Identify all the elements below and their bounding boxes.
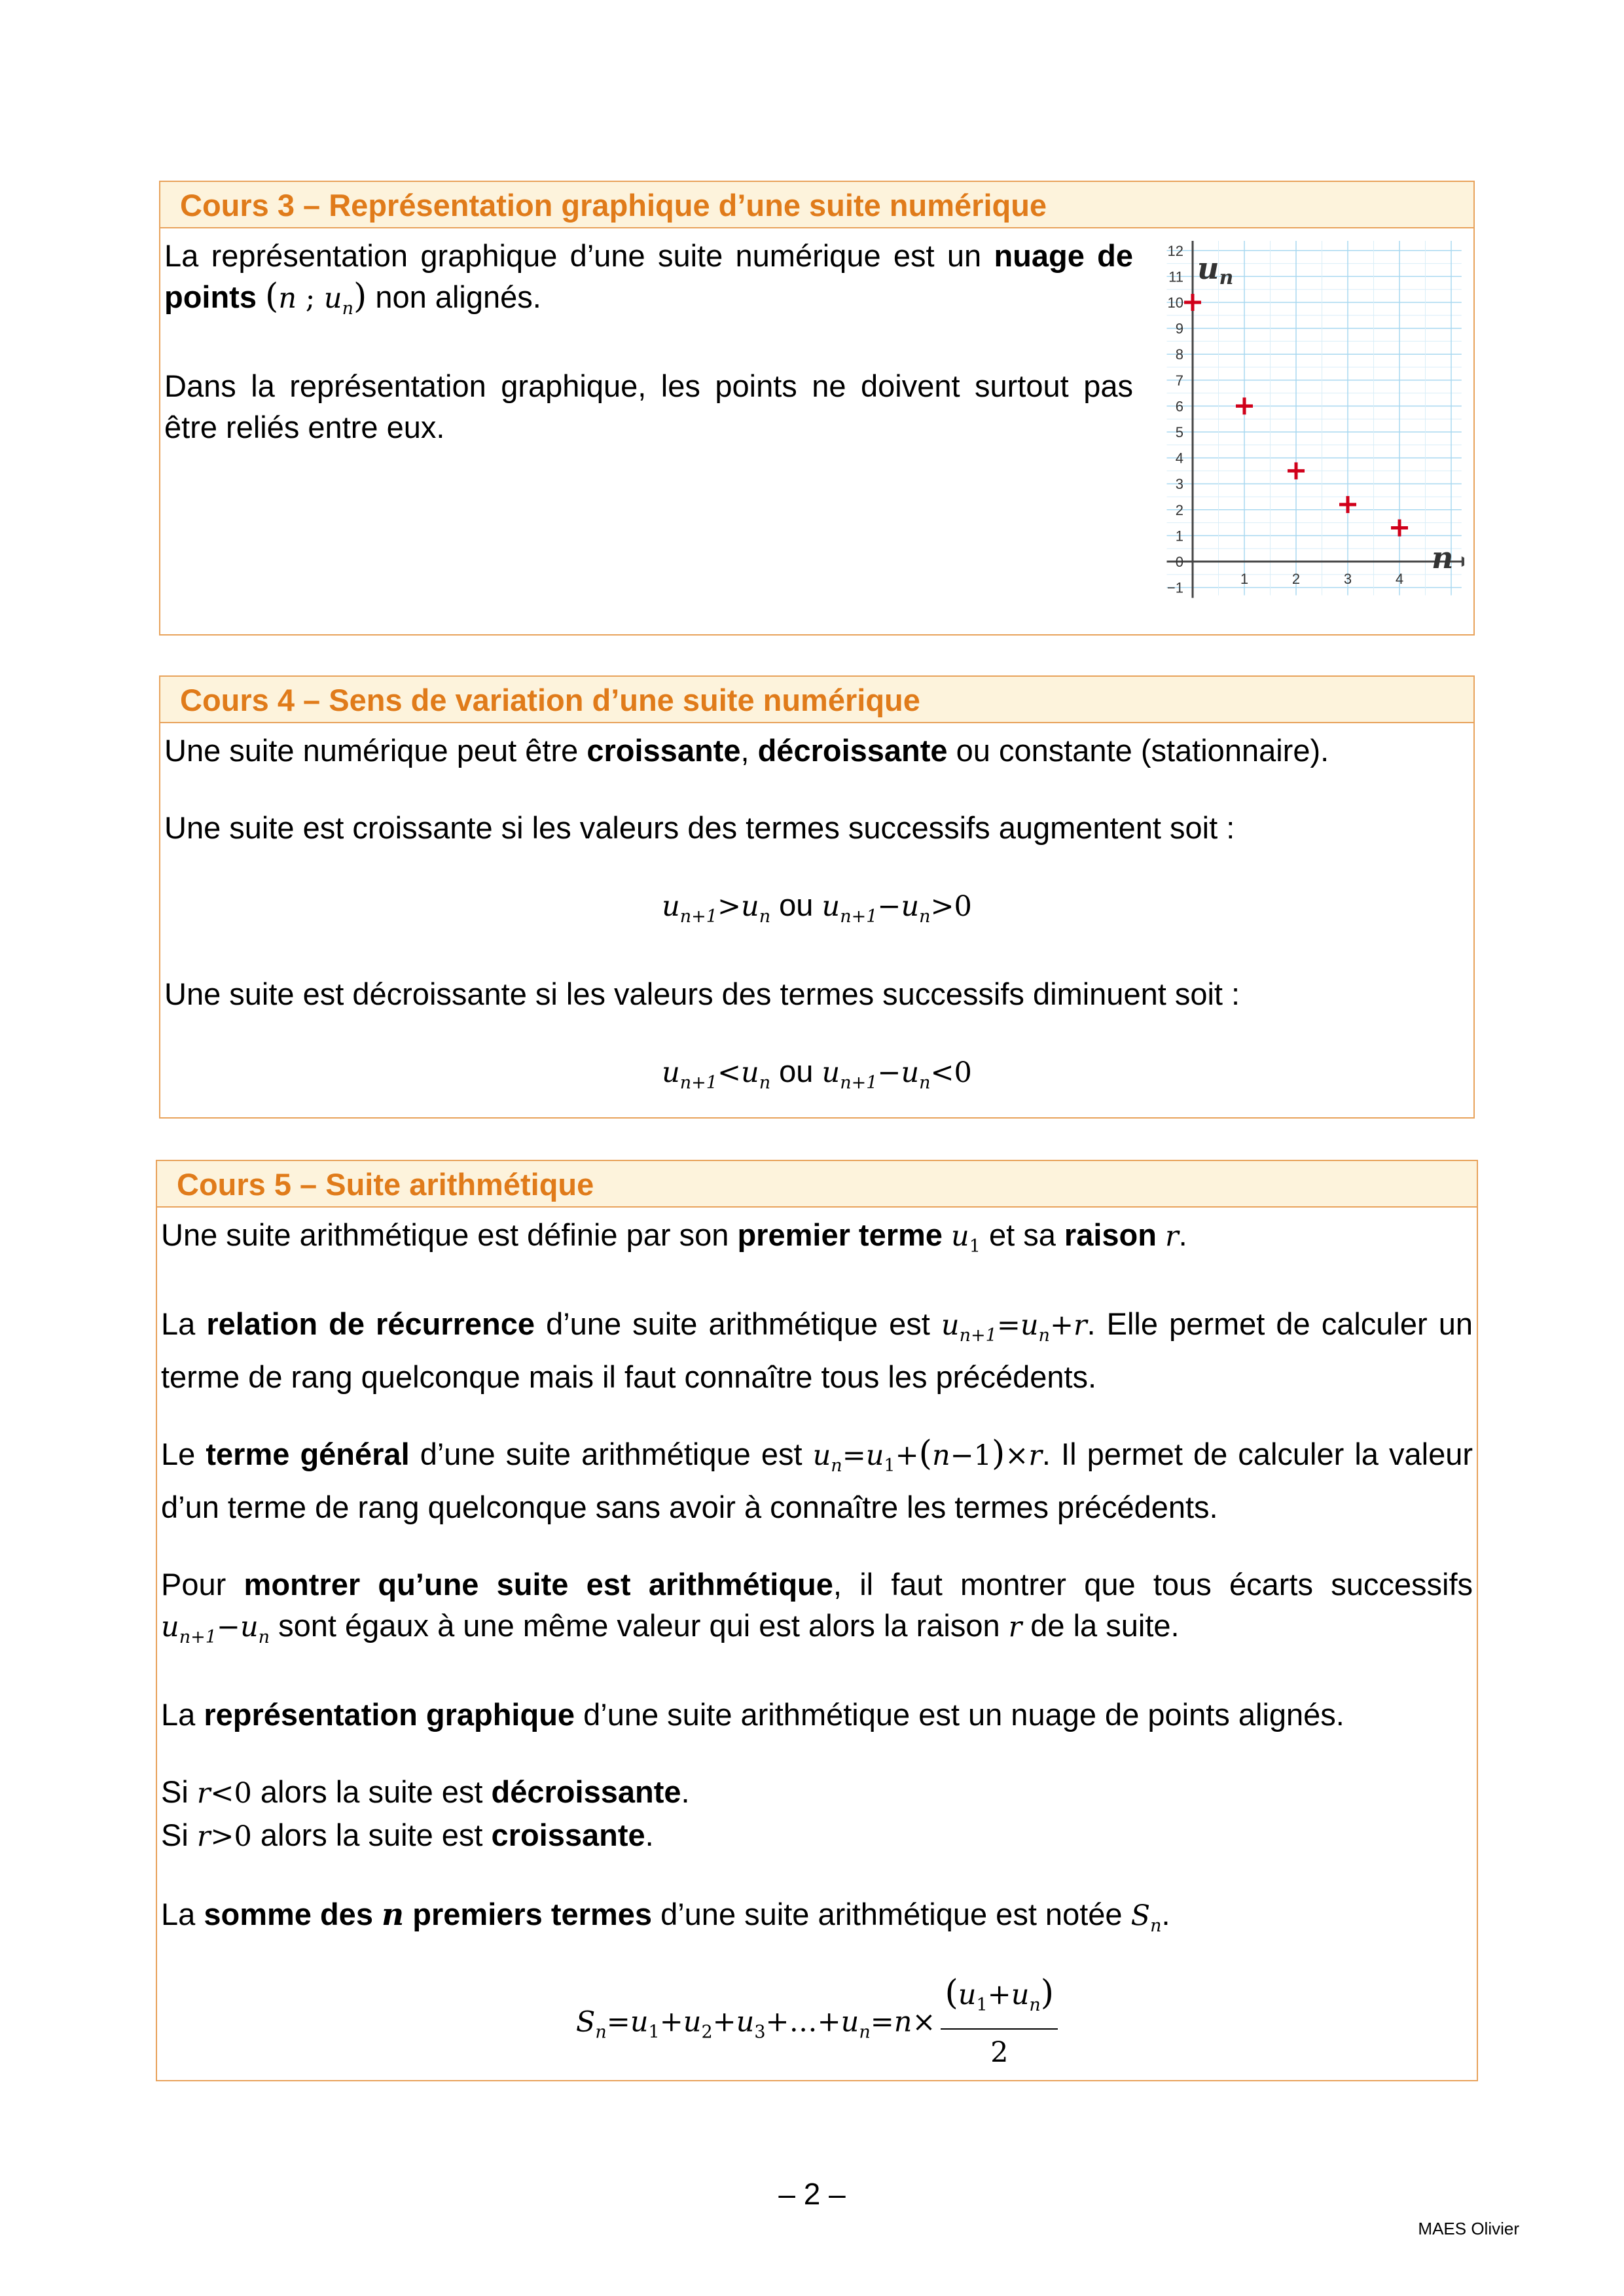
cours5-paragraph-2: La relation de récurrence d’une suite arithmétique est $u_{n+1}=u_n+r$. Elle permet de calculer un terme de rang quelconque mais il faut connaître tous les précédents.: [161, 1306, 1473, 1394]
cours5-paragraph-5: La représentation graphique d’une suite arithmétique est un nuage de points alignés.: [161, 1697, 1344, 1732]
y-axis-label: un: [1197, 251, 1234, 289]
y-tick-label: 3: [1175, 476, 1183, 493]
y-tick-label: 1: [1175, 528, 1183, 545]
cours5-sum-formula: $S_n=u_1+u_2+u_3+\dots+u_n=n\times$ $\frac{(u_1+u_n)}{2}$: [161, 1973, 1473, 2073]
y-tick-label: 7: [1175, 372, 1183, 389]
cours4-formula-decreasing: $u_{n+1}<u_n$ ou $u_{n+1}-u_n<0$: [662, 1054, 972, 1093]
y-tick-label: 10: [1167, 295, 1183, 311]
cours5-paragraph-8: La somme des n premiers termes d’une suite arithmétique est notée $S_n$.: [161, 1897, 1170, 1936]
cours5-paragraph-1: Une suite arithmétique est définie par son premier terme $u_1$ et sa raison r.: [161, 1217, 1187, 1257]
cours5-paragraph-3: Le terme général d’une suite arithmétique est $u_n=u_1+(n-1)\times r$. Il permet de calculer la valeur d’un terme de rang quelconque sans avoir à connaître les termes précédents.: [161, 1434, 1473, 1524]
cours3-title: Cours 3 – Représentation graphique d’une suite numérique: [160, 182, 1473, 228]
y-tick-label: 4: [1175, 450, 1183, 467]
cours4-formula-increasing: $u_{n+1}>u_n$ ou $u_{n+1}-u_n>0$: [662, 888, 972, 927]
cours5-title: Cours 5 – Suite arithmétique: [157, 1161, 1477, 1208]
y-tick-label: 2: [1175, 501, 1183, 518]
page-number: – 2 –: [778, 2177, 846, 2211]
x-axis-arrow: [1462, 556, 1464, 567]
cours5-body: [157, 1208, 1477, 2080]
x-tick-label: 1: [1240, 571, 1249, 587]
y-tick-label: 11: [1168, 268, 1183, 285]
y-tick-label: −1: [1166, 579, 1183, 596]
cours5-paragraph-6: Si r<0 alors la suite est décroissante.: [161, 1774, 690, 1810]
sequence-graph: [1157, 241, 1464, 624]
x-tick-label: 2: [1291, 571, 1301, 587]
cours4-title: Cours 4 – Sens de variation d’une suite numérique: [160, 677, 1473, 723]
cours5-paragraph-7: Si r>0 alors la suite est croissante.: [161, 1818, 654, 1853]
cours3-box: [159, 181, 1475, 636]
x-tick-label: 4: [1395, 571, 1404, 587]
y-tick-label: 6: [1175, 398, 1183, 415]
y-tick-label: 5: [1175, 424, 1183, 440]
y-tick-label: 8: [1175, 346, 1183, 363]
x-axis-label: n: [1432, 540, 1454, 575]
cours5-box: [156, 1160, 1478, 2081]
graph-grid: [1167, 241, 1465, 595]
cours4-paragraph-3: Une suite est décroissante si les valeurs des termes successifs diminuent soit :: [164, 977, 1240, 1011]
cours3-paragraph-2: Dans la représentation graphique, les points ne doivent surtout pas être reliés entre eux.: [164, 368, 1133, 444]
x-tick-label: 3: [1343, 571, 1352, 587]
cours4-box: [159, 675, 1475, 1119]
cours3-paragraph-1: La représentation graphique d’une suite numérique est un nuage de points (n ; $u_n$) non alignés.: [164, 238, 1133, 319]
cours4-paragraph-1: Une suite numérique peut être croissante, décroissante ou constante (stationnaire).: [164, 733, 1329, 768]
y-tick-label: 0: [1175, 554, 1183, 570]
author: MAES Olivier: [1418, 2219, 1519, 2238]
cours5-paragraph-4: Pour montrer qu’une suite est arithmétique, il faut montrer que tous écarts successifs $u_{n+1}-u_n$ sont égaux à une même valeur qui est alors la raison r de la suite.: [161, 1567, 1473, 1647]
cours3-body: [160, 228, 1137, 454]
cours4-paragraph-2: Une suite est croissante si les valeurs des termes successifs augmentent soit :: [164, 810, 1235, 845]
y-tick-label: 12: [1167, 242, 1183, 259]
y-tick-label: 9: [1175, 320, 1183, 337]
graph-axes: [1167, 241, 1465, 598]
cours4-body: [160, 723, 1473, 1110]
